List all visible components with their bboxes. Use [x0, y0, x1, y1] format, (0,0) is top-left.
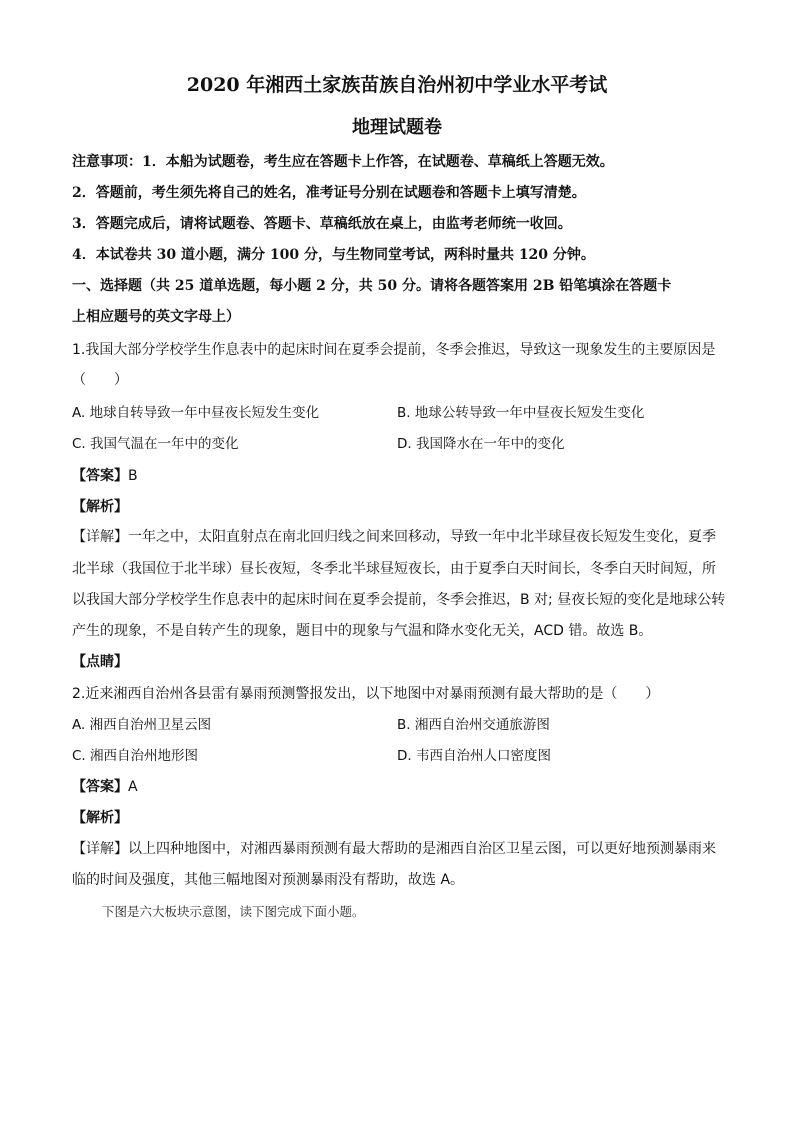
q2-answer-value: A — [128, 779, 138, 795]
q2-option-d: D. 韦西自治州人口密度图 — [397, 748, 551, 764]
q1-answer-value: B — [128, 468, 138, 484]
q1-detail-line-1: 【详解】一年之中，太阳直射点在南北回归线之间来回移动，导致一年中北半球昼夜长短发生变化，夏季 — [72, 529, 716, 545]
q2-analysis — [72, 807, 128, 827]
q2-answer — [72, 776, 138, 796]
section-heading-line-1: 一、选择题（共 25 道单选题，每小题 2 分，共 50 分。请将各题答案用 2B 铅笔填涂在答题卡 — [72, 278, 672, 294]
q1-comment-tag: 【点睛】 — [72, 654, 128, 670]
q1-option-d: D. 我国降水在一年中的变化 — [397, 436, 565, 452]
q1-comment — [72, 651, 128, 671]
q2-option-b: B. 湘西自治州交通旅游图 — [397, 717, 550, 733]
q1-option-b: B. 地球公转导致一年中昼夜长短发生变化 — [397, 405, 645, 421]
section-heading-line-2: 上相应题号的英文字母上） — [72, 309, 240, 325]
q1-detail-line-3: 以我国大部分学校学生作息表中的起床时间在夏季会提前，冬季会推迟，B 对; 昼夜长短的变化是地球公转 — [72, 592, 726, 608]
q1-analysis — [72, 496, 128, 516]
notice-line-3: 3．答题完成后，请将试题卷、答题卡、草稿纸放在桌上，由监考老师统一收回。 — [72, 216, 572, 232]
q2-stem: 2.近来湘西自治州各县雷有暴雨预测警报发出，以下地图中对暴雨预测有最大帮助的是（ ） — [72, 686, 660, 702]
q2-detail-line-2: 临的时间及强度，其他三幅地图对预测暴雨没有帮助，故选 A。 — [72, 872, 465, 888]
q1-option-c: C. 我国气温在一年中的变化 — [72, 436, 239, 452]
q1-detail-line-4: 产生的现象，不是自转产生的现象，题目中的现象与气温和降水变化无关，ACD 错。故选 B。 — [72, 623, 653, 639]
next-questions-intro: 下图是六大板块示意图，读下图完成下面小题。 — [102, 904, 365, 919]
q2-option-a: A. 湘西自治州卫星云图 — [72, 717, 212, 733]
exam-title: 2020 年湘西土家族苗族自治州初中学业水平考试 — [186, 74, 608, 96]
q1-detail-line-2: 北半球（我国位于北半球）昼长夜短，冬季北半球昼短夜长，由于夏季白天时间长，冬季白天时间短，所 — [72, 561, 716, 577]
q1-analysis-tag: 【解析】 — [72, 499, 128, 515]
notice-line-1: 注意事项：1．本船为试题卷，考生应在答题卡上作答，在试题卷、草稿纸上答题无效。 — [72, 154, 614, 170]
notice-line-2: 2．答题前，考生须先将自己的姓名，准考证号分别在试题卷和答题卡上填写清楚。 — [72, 185, 586, 201]
exam-subtitle: 地理试题卷 — [352, 117, 442, 138]
q2-option-c: C. 湘西自治州地形图 — [72, 748, 199, 764]
q1-answer-tag: 【答案】 — [72, 468, 128, 484]
q1-stem: 1.我国大部分学校学生作息表中的起床时间在夏季会提前，冬季会推迟，导致这一现象发生的主要原因是 — [72, 342, 716, 358]
q1-answer — [72, 465, 138, 485]
q2-detail-line-1: 【详解】以上四种地图中，对湘西暴雨预测有最大帮助的是湘西自治区卫星云图，可以更好地预测暴雨来 — [72, 841, 716, 857]
q2-analysis-tag: 【解析】 — [72, 810, 128, 826]
notice-line-4: 4．本试卷共 30 道小题，满分 100 分，与生物同堂考试，两科时量共 120 分钟。 — [72, 247, 595, 263]
q2-answer-tag: 【答案】 — [72, 779, 128, 795]
q1-option-a: A. 地球自转导致一年中昼夜长短发生变化 — [72, 405, 320, 421]
q1-stem-bracket: （ ） — [72, 372, 128, 388]
